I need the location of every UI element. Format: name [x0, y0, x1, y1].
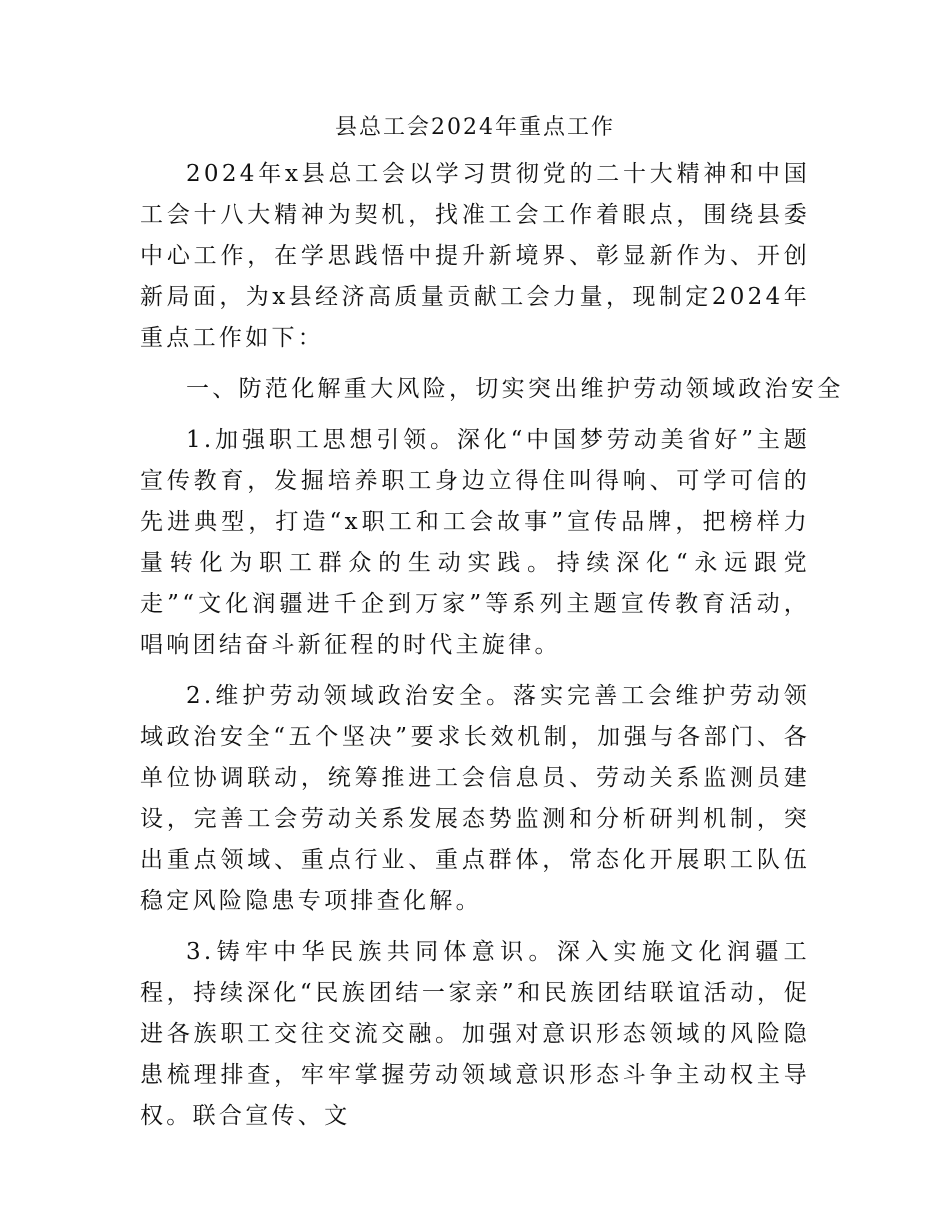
intro-paragraph: 2024年x县总工会以学习贯彻党的二十大精神和中国工会十八大精神为契机，找准工会工作着眼点，围绕县委中心工作，在学思践悟中提升新境界、彰显新作为、开创新局面，为x县经济高质量贡献工会力量，现制定2024年重点工作如下： — [140, 161, 810, 351]
section-heading: 一、防范化解重大风险，切实突出维护劳动领域政治安全 — [186, 376, 844, 402]
list-item: 2.维护劳动领域政治安全。落实完善工会维护劳动领域政治安全“五个坚决”要求长效机制，加强与各部门、各单位协调联动，统筹推进工会信息员、劳动关系监测员建设，完善工会劳动关系发展态势监测和分析研判机制，突出重点领域、重点行业、重点群体，常态化开展职工队伍稳定风险隐患专项排查化解。 — [140, 683, 810, 914]
list-item: 1.加强职工思想引领。深化“中国梦劳动美省好”主题宣传教育，发掘培养职工身边立得住叫得响、可学可信的先进典型，打造“x职工和工会故事”宣传品牌，把榜样力量转化为职工群众的生动实践。持续深化“永远跟党走”“文化润疆进千企到万家”等系列主题宣传教育活动，唱响团结奋斗新征程的时代主旋律。 — [140, 427, 810, 658]
list-item: 3.铸牢中华民族共同体意识。深入实施文化润疆工程，持续深化“民族团结一家亲”和民族团结联谊活动，促进各族职工交往交流交融。加强对意识形态领域的风险隐患梳理排查，牢牢掌握劳动领域意识形态斗争主动权主导权。联合宣传、文 — [140, 939, 810, 1129]
document-title: 县总工会2024年重点工作 — [335, 115, 615, 140]
document-page — [140, 112, 844, 1137]
